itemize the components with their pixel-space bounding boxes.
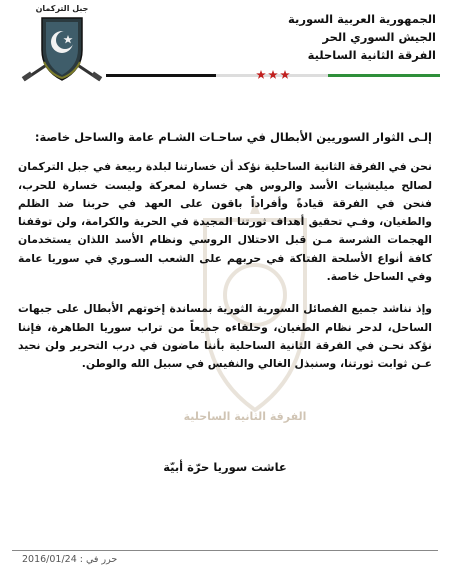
letter-body — [18, 128, 432, 388]
letterhead-line-army: الجيش السوري الحر — [322, 30, 436, 44]
flag-divider-green — [328, 74, 440, 77]
letterhead — [236, 10, 436, 64]
letterhead-line-country: الجمهورية العربية السورية — [288, 12, 436, 26]
brigade-logo — [20, 4, 104, 88]
letter-paragraph-1: نحن في الفرقة الثانية الساحلية نؤكد أن خسارتنا لبلدة ربيعة في جبل التركمان لصالح ميليشيات الأسد والروس هي خسارة لمعركة وليست خسارة للحرب، فنحن في الفرقة قيادةً وأفراداً باقون على العهد في حربنا ضد الظلم والطغيان، وفـي تحقيق أهداف ثورتنا المجيدة في الحرية والكرامة، ولن توقفنا الهجمات الشرسة مـن قبل الاحتلال الروسي ونظام الأسد اللذان يستخدمان كافة أنواع الأسلحة الفتاكة في حربهم على الشعب السـوري في سوريا عامة وفي الساحل خاصة. — [18, 160, 432, 284]
letterhead-line-division: الفرقة الثانية الساحلية — [307, 48, 436, 62]
letter-salutation: إلـى الثوار السوريين الأبطال في ساحـات الشـام عامة والساحل خاصة: — [34, 130, 432, 144]
flag-divider-black — [106, 74, 216, 77]
footer-date: حرر في : 2016/01/24 — [22, 554, 118, 565]
letter-paragraph-2: وإذ نناشد جميع الفصائل السورية الثورية بمساندة إخوتهم الأبطال على جبهات الساحل، لدحر نظام الطغيان، وحلفاءه جميعاً من تراب سوريا الطاهرة، فإننا نؤكد نحـن في الفرقة الثانية الساحلية بأننا ماضون في درب التحرير ولن نحيد عـن ثوابت ثورتنا، وسنبذل الغالي والنفيس في سبيل الله والوطن. — [18, 302, 432, 371]
letter-closing: عاشت سوريا حرّة أبيّة — [163, 460, 287, 474]
shield-emblem-icon — [20, 4, 104, 88]
footer — [0, 548, 450, 570]
flag-divider — [106, 72, 440, 80]
watermark-text: الفرقة الثانية الساحلية — [183, 410, 307, 423]
flag-stars-icon — [256, 69, 290, 81]
logo-caption: جبل التركمان — [35, 4, 89, 13]
footer-divider — [12, 550, 438, 551]
